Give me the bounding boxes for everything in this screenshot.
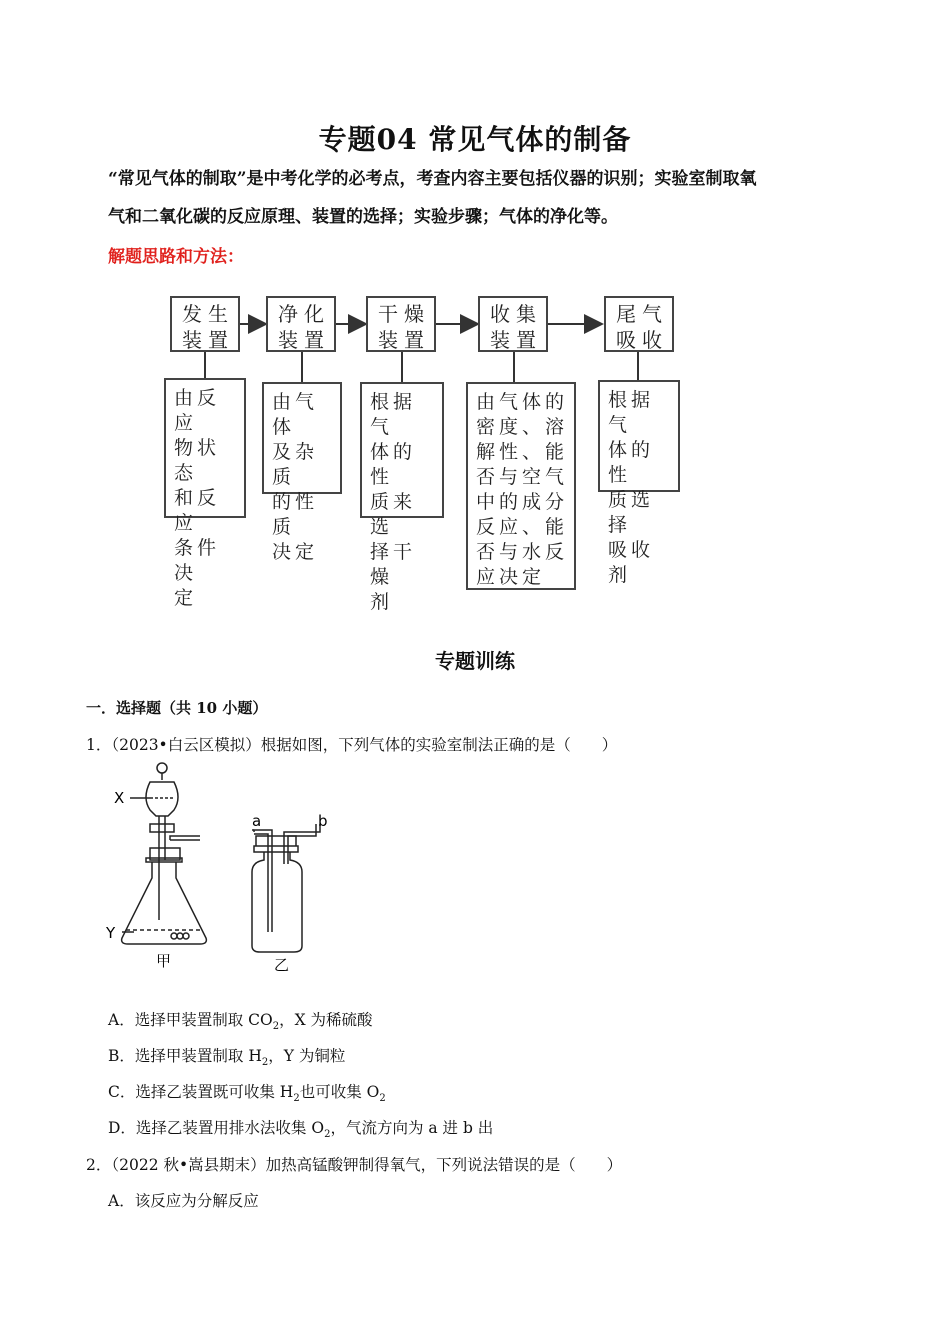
part-heading: 一．选择题（共 10 小题） (86, 699, 268, 717)
flow-desc-line: 中的成分 (476, 491, 569, 513)
flow-desc-line: 择干燥 (370, 541, 417, 588)
question-2-stem: 2．（2022 秋•嵩县期末）加热高锰酸钾制得氧气，下列说法错误的是（ ） (86, 1156, 623, 1174)
flow-desc-line: 质来选 (370, 491, 417, 538)
flow-step-tail-gas (604, 296, 674, 352)
caption-yi: 乙 (274, 956, 290, 974)
subscript: 2 (261, 1057, 269, 1069)
flow-step-label: 装置 (490, 328, 542, 352)
flow-desc-drying (360, 382, 444, 613)
page-title: 专题04 常见气体的制备 (318, 123, 632, 156)
option-text: 也可收集 O (299, 1083, 380, 1101)
flow-desc-line: 根据气 (608, 389, 655, 436)
flow-desc-line: 定 (174, 587, 198, 609)
subscript: 2 (272, 1021, 280, 1033)
question-1-option-a[interactable] (108, 1008, 373, 1032)
option-text: ，气流方向为 a 进 b 出 (330, 1119, 494, 1137)
flow-desc-line: 决定 (272, 541, 319, 563)
flow-desc-line: 物状态 (174, 437, 221, 484)
flow-step-label: 净化 (278, 302, 330, 326)
flow-step-label: 干燥 (378, 302, 430, 326)
question-1-option-c[interactable] (108, 1080, 386, 1104)
option-text: D．选择乙装置用排水法收集 O (108, 1119, 325, 1137)
method-heading: 解题思路和方法： (108, 247, 244, 267)
subscript: 2 (379, 1093, 386, 1105)
option-text: B．选择甲装置制取 H (108, 1047, 262, 1065)
option-text: ，Y 为铜粒 (268, 1047, 346, 1065)
label-b: b (318, 812, 328, 830)
label-a: a (252, 812, 262, 830)
flow-step-label: 吸收 (616, 328, 668, 352)
subscript: 2 (324, 1129, 331, 1141)
flow-desc-line: 体的性 (608, 439, 655, 486)
flow-desc-generation (164, 378, 246, 609)
flow-desc-line: 的性质 (272, 491, 319, 538)
conical-flask (122, 862, 207, 944)
question-1-option-d[interactable] (108, 1116, 493, 1140)
flow-step-collection (478, 296, 548, 352)
label-y: Y (106, 924, 116, 942)
flow-desc-line: 解性、能 (476, 441, 569, 463)
flow-step-label: 装置 (182, 328, 234, 352)
option-text: ，X 为稀硫酸 (279, 1011, 373, 1029)
flow-desc-line: 和反应 (174, 487, 221, 534)
question-1-stem: 1．（2023•白云区模拟）根据如图，下列气体的实验室制法正确的是（ ） (86, 736, 618, 754)
flow-desc-purification (262, 382, 342, 563)
delivery-tube (170, 836, 200, 840)
flow-step-label: 发生 (182, 302, 234, 326)
flow-step-drying (366, 296, 436, 352)
flow-step-label: 收集 (490, 302, 542, 326)
flow-desc-line: 质选择 (608, 489, 655, 536)
section-title: 专题训练 (435, 649, 515, 673)
funnel-stopper (157, 763, 167, 773)
flow-desc-line: 否与水反 (476, 541, 569, 563)
intro-line-1: “常见气体的制取”是中考化学的必考点，考查内容主要包括仪器的识别；实验室制取氧 (108, 169, 757, 189)
flow-desc-line: 应决定 (476, 566, 546, 588)
flow-desc-line: 体的性 (370, 441, 417, 488)
question-2-option-a[interactable]: A．该反应为分解反应 (108, 1192, 259, 1210)
flow-desc-line: 根据气 (370, 391, 417, 438)
flow-step-generation (170, 296, 240, 352)
flow-desc-line: 及杂质 (272, 441, 319, 488)
flow-desc-line: 剂 (370, 591, 394, 613)
flow-step-label: 装置 (378, 328, 430, 352)
flow-desc-collection (466, 382, 576, 590)
flow-step-label: 装置 (278, 328, 330, 352)
stopcock (150, 824, 174, 832)
separatory-funnel (146, 782, 178, 816)
gas-bottle-stopper (256, 836, 296, 846)
flow-step-purification (266, 296, 336, 352)
flow-desc-line: 条件决 (174, 537, 221, 584)
option-text: A．选择甲装置制取 CO (108, 1011, 273, 1029)
question-1-option-b[interactable] (108, 1044, 345, 1068)
intro-line-2: 气和二氧化碳的反应原理、装置的选择；实验步骤；气体的净化等。 (108, 207, 618, 227)
gas-bottle (252, 852, 302, 952)
flow-desc-line: 反应、能 (476, 516, 569, 538)
flow-step-label: 尾气 (616, 302, 668, 326)
flow-desc-line: 吸收剂 (608, 539, 655, 586)
subscript: 2 (293, 1093, 300, 1105)
flow-desc-line: 由气体 (272, 391, 319, 438)
label-x: X (114, 789, 125, 807)
option-text: C．选择乙装置既可收集 H (108, 1083, 294, 1101)
flow-desc-tail-gas (598, 380, 680, 586)
caption-jia: 甲 (156, 952, 172, 970)
apparatus-figure (104, 760, 344, 975)
flow-desc-line: 密度、溶 (476, 416, 569, 438)
flow-desc-line: 由气体的 (476, 391, 569, 413)
flow-desc-line: 由反应 (174, 387, 221, 434)
flow-desc-line: 否与空气 (476, 466, 569, 488)
